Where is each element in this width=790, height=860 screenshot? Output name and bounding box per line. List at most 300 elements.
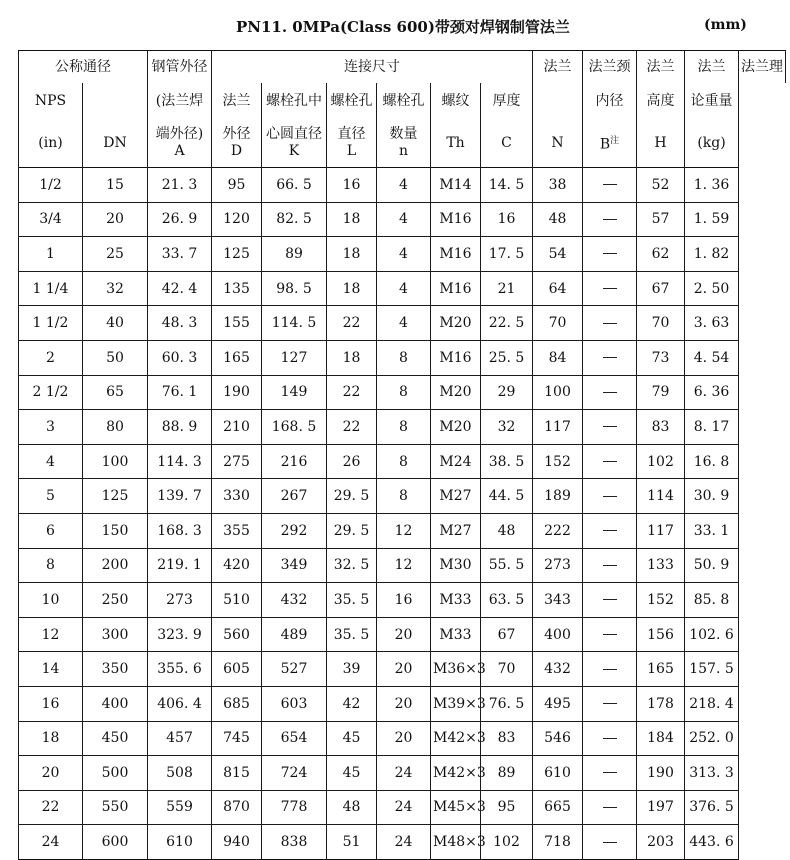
cell-neck: 84 xyxy=(533,340,583,375)
cell-pipe-od: 48. 3 xyxy=(148,306,212,341)
header-thickness-sym: C xyxy=(481,119,533,168)
cell-pipe-od: 21. 3 xyxy=(148,168,212,203)
header-bore-sym: B xyxy=(599,136,611,153)
header-pipe-od-cell xyxy=(148,119,212,168)
cell-bolt-circle: 82. 5 xyxy=(262,202,327,237)
cell-bore xyxy=(583,790,637,825)
dash-mark xyxy=(603,807,617,808)
cell-thread: M45×3 xyxy=(431,790,481,825)
cell-pipe-od: 273 xyxy=(148,583,212,618)
cell-neck: 546 xyxy=(533,721,583,756)
cell-height: 117 xyxy=(637,513,685,548)
header-bolt-qty-cell xyxy=(377,119,431,168)
cell-flange-od: 330 xyxy=(212,479,262,514)
cell-pipe-od: 60. 3 xyxy=(148,340,212,375)
cell-bolt-hole: 16 xyxy=(327,168,377,203)
cell-height: 152 xyxy=(637,583,685,618)
cell-nps: 1 xyxy=(19,237,83,272)
cell-thread: M42×3 xyxy=(431,756,481,791)
cell-height: 165 xyxy=(637,652,685,687)
cell-weight: 443. 6 xyxy=(685,825,739,860)
cell-dn: 40 xyxy=(83,306,148,341)
cell-bolt-qty: 20 xyxy=(377,721,431,756)
cell-bolt-qty: 4 xyxy=(377,271,431,306)
cell-bolt-circle: 168. 5 xyxy=(262,410,327,445)
cell-thickness: 48 xyxy=(481,513,533,548)
cell-weight: 102. 6 xyxy=(685,617,739,652)
cell-bolt-hole: 18 xyxy=(327,237,377,272)
cell-dn: 65 xyxy=(83,375,148,410)
cell-pipe-od: 114. 3 xyxy=(148,444,212,479)
dash-mark xyxy=(603,288,617,289)
cell-height: 57 xyxy=(637,202,685,237)
cell-weight: 2. 50 xyxy=(685,271,739,306)
cell-bore xyxy=(583,271,637,306)
cell-pipe-od: 42. 4 xyxy=(148,271,212,306)
cell-bore xyxy=(583,756,637,791)
cell-neck: 400 xyxy=(533,617,583,652)
cell-bolt-qty: 4 xyxy=(377,237,431,272)
cell-bolt-circle: 489 xyxy=(262,617,327,652)
header-bolt-circle-cell xyxy=(262,119,327,168)
cell-neck: 432 xyxy=(533,652,583,687)
cell-bolt-circle: 149 xyxy=(262,375,327,410)
header-dn-blank xyxy=(83,83,148,119)
header-flange-od-sym: D xyxy=(230,143,243,159)
cell-flange-od: 815 xyxy=(212,756,262,791)
cell-dn: 200 xyxy=(83,548,148,583)
cell-dn: 25 xyxy=(83,237,148,272)
cell-bore xyxy=(583,340,637,375)
cell-height: 62 xyxy=(637,237,685,272)
cell-bolt-qty: 12 xyxy=(377,513,431,548)
cell-dn: 32 xyxy=(83,271,148,306)
header-height-sym: H xyxy=(637,119,685,168)
table-row xyxy=(19,444,786,479)
cell-bolt-qty: 4 xyxy=(377,168,431,203)
cell-dn: 20 xyxy=(83,202,148,237)
header-neck-1: 法兰颈 xyxy=(583,51,637,84)
cell-flange-od: 155 xyxy=(212,306,262,341)
cell-bolt-hole: 45 xyxy=(327,756,377,791)
table-row xyxy=(19,271,786,306)
cell-bore xyxy=(583,686,637,721)
header-bolt-hole-2: 直径 xyxy=(337,126,366,142)
cell-bolt-qty: 24 xyxy=(377,790,431,825)
header-height-2: 高度 xyxy=(637,83,685,119)
cell-bolt-hole: 35. 5 xyxy=(327,583,377,618)
title-row xyxy=(0,10,790,40)
header-pipe-od-sym: A xyxy=(174,143,185,159)
cell-pipe-od: 355. 6 xyxy=(148,652,212,687)
cell-height: 70 xyxy=(637,306,685,341)
cell-bolt-hole: 18 xyxy=(327,271,377,306)
header-bolt-qty-2: 数量 xyxy=(389,126,418,142)
cell-weight: 1. 36 xyxy=(685,168,739,203)
cell-bore xyxy=(583,825,637,860)
cell-bolt-qty: 8 xyxy=(377,479,431,514)
table-row xyxy=(19,340,786,375)
header-bolt-circle-2: 心圆直径 xyxy=(266,126,322,142)
header-nominal: 公称通径 xyxy=(19,51,148,84)
cell-bolt-qty: 16 xyxy=(377,583,431,618)
cell-height: 83 xyxy=(637,410,685,445)
cell-nps: 6 xyxy=(19,513,83,548)
cell-thread: M48×3 xyxy=(431,825,481,860)
header-weight-2: 论重量 xyxy=(685,83,739,119)
table-row xyxy=(19,617,786,652)
dash-mark xyxy=(603,323,617,324)
cell-nps: 3/4 xyxy=(19,202,83,237)
cell-bolt-qty: 20 xyxy=(377,686,431,721)
cell-thread: M27 xyxy=(431,513,481,548)
cell-bore xyxy=(583,583,637,618)
header-bolt-circle-sym: K xyxy=(288,143,300,159)
cell-bolt-qty: 24 xyxy=(377,825,431,860)
cell-dn: 350 xyxy=(83,652,148,687)
cell-neck: 189 xyxy=(533,479,583,514)
cell-bolt-circle: 114. 5 xyxy=(262,306,327,341)
cell-bolt-hole: 32. 5 xyxy=(327,548,377,583)
dash-mark xyxy=(603,530,617,531)
cell-height: 184 xyxy=(637,721,685,756)
cell-height: 178 xyxy=(637,686,685,721)
cell-pipe-od: 559 xyxy=(148,790,212,825)
header-bore-1: 法兰 xyxy=(637,51,685,84)
cell-bolt-qty: 12 xyxy=(377,548,431,583)
cell-weight: 8. 17 xyxy=(685,410,739,445)
table-row xyxy=(19,306,786,341)
cell-flange-od: 135 xyxy=(212,271,262,306)
header-neck-blank xyxy=(533,83,583,119)
cell-thickness: 29 xyxy=(481,375,533,410)
table-row xyxy=(19,410,786,445)
cell-bolt-qty: 8 xyxy=(377,375,431,410)
cell-weight: 3. 63 xyxy=(685,306,739,341)
cell-neck: 152 xyxy=(533,444,583,479)
cell-bolt-hole: 39 xyxy=(327,652,377,687)
cell-bolt-qty: 24 xyxy=(377,756,431,791)
cell-nps: 14 xyxy=(19,652,83,687)
cell-pipe-od: 610 xyxy=(148,825,212,860)
table-row xyxy=(19,548,786,583)
cell-dn: 600 xyxy=(83,825,148,860)
cell-thickness: 70 xyxy=(481,652,533,687)
cell-bolt-hole: 18 xyxy=(327,202,377,237)
cell-weight: 1. 82 xyxy=(685,237,739,272)
cell-bolt-hole: 29. 5 xyxy=(327,479,377,514)
dash-mark xyxy=(603,703,617,704)
table-row xyxy=(19,756,786,791)
cell-weight: 252. 0 xyxy=(685,721,739,756)
cell-thread: M30 xyxy=(431,548,481,583)
cell-nps: 24 xyxy=(19,825,83,860)
cell-bore xyxy=(583,652,637,687)
table-body xyxy=(19,168,786,860)
cell-thread: M27 xyxy=(431,479,481,514)
dash-mark xyxy=(603,219,617,220)
cell-thickness: 38. 5 xyxy=(481,444,533,479)
table-row xyxy=(19,721,786,756)
cell-neck: 222 xyxy=(533,513,583,548)
cell-neck: 273 xyxy=(533,548,583,583)
dash-mark xyxy=(603,426,617,427)
cell-thickness: 16 xyxy=(481,202,533,237)
cell-flange-od: 355 xyxy=(212,513,262,548)
cell-bore xyxy=(583,237,637,272)
table-title: PN11. 0MPa(Class 600)带颈对焊钢制管法兰 xyxy=(236,18,570,36)
cell-nps: 3 xyxy=(19,410,83,445)
header-flange-od-2: 外径 xyxy=(222,126,251,142)
cell-nps: 2 xyxy=(19,340,83,375)
cell-pipe-od: 88. 9 xyxy=(148,410,212,445)
cell-nps: 2 1/2 xyxy=(19,375,83,410)
table-row xyxy=(19,825,786,860)
table-row xyxy=(19,686,786,721)
cell-dn: 450 xyxy=(83,721,148,756)
dash-mark xyxy=(603,772,617,773)
cell-bolt-circle: 778 xyxy=(262,790,327,825)
cell-dn: 125 xyxy=(83,479,148,514)
cell-pipe-od: 457 xyxy=(148,721,212,756)
cell-thread: M39×3 xyxy=(431,686,481,721)
header-connection: 连接尺寸 xyxy=(212,51,533,84)
cell-flange-od: 685 xyxy=(212,686,262,721)
cell-nps: 5 xyxy=(19,479,83,514)
cell-bolt-circle: 127 xyxy=(262,340,327,375)
cell-neck: 495 xyxy=(533,686,583,721)
cell-weight: 218. 4 xyxy=(685,686,739,721)
header-thread: 螺纹 xyxy=(431,83,481,119)
cell-height: 79 xyxy=(637,375,685,410)
cell-thickness: 67 xyxy=(481,617,533,652)
cell-dn: 300 xyxy=(83,617,148,652)
cell-thread: M16 xyxy=(431,340,481,375)
cell-thickness: 32 xyxy=(481,410,533,445)
table-row xyxy=(19,202,786,237)
cell-thread: M36×3 xyxy=(431,652,481,687)
cell-thickness: 44. 5 xyxy=(481,479,533,514)
cell-thread: M16 xyxy=(431,237,481,272)
cell-bore xyxy=(583,721,637,756)
dash-mark xyxy=(603,253,617,254)
header-weight-sym: (kg) xyxy=(685,119,739,168)
cell-bolt-hole: 35. 5 xyxy=(327,617,377,652)
header-bolt-hole-cell xyxy=(327,119,377,168)
cell-thread: M33 xyxy=(431,583,481,618)
cell-pipe-od: 508 xyxy=(148,756,212,791)
cell-bolt-circle: 292 xyxy=(262,513,327,548)
cell-bolt-circle: 89 xyxy=(262,237,327,272)
cell-thickness: 17. 5 xyxy=(481,237,533,272)
cell-flange-od: 870 xyxy=(212,790,262,825)
cell-flange-od: 745 xyxy=(212,721,262,756)
cell-thickness: 55. 5 xyxy=(481,548,533,583)
header-flange-od-cell xyxy=(212,119,262,168)
cell-pipe-od: 33. 7 xyxy=(148,237,212,272)
cell-thread: M14 xyxy=(431,168,481,203)
cell-thickness: 22. 5 xyxy=(481,306,533,341)
cell-flange-od: 165 xyxy=(212,340,262,375)
cell-thickness: 21 xyxy=(481,271,533,306)
cell-bolt-circle: 838 xyxy=(262,825,327,860)
cell-thread: M16 xyxy=(431,202,481,237)
cell-dn: 100 xyxy=(83,444,148,479)
cell-bolt-qty: 4 xyxy=(377,202,431,237)
cell-pipe-od: 323. 9 xyxy=(148,617,212,652)
cell-nps: 16 xyxy=(19,686,83,721)
cell-bore xyxy=(583,548,637,583)
header-bolt-circle-1: 螺栓孔中 xyxy=(262,83,327,119)
cell-bolt-qty: 8 xyxy=(377,444,431,479)
cell-flange-od: 560 xyxy=(212,617,262,652)
cell-flange-od: 125 xyxy=(212,237,262,272)
cell-thread: M42×3 xyxy=(431,721,481,756)
cell-neck: 54 xyxy=(533,237,583,272)
cell-height: 190 xyxy=(637,756,685,791)
cell-bolt-hole: 22 xyxy=(327,410,377,445)
dash-mark xyxy=(603,634,617,635)
cell-nps: 10 xyxy=(19,583,83,618)
cell-bore xyxy=(583,168,637,203)
header-bore-note: 注 xyxy=(610,135,620,146)
unit-label: (mm) xyxy=(704,17,747,33)
table-row xyxy=(19,375,786,410)
cell-thickness: 102 xyxy=(481,825,533,860)
cell-thread: M16 xyxy=(431,271,481,306)
header-bore-cell xyxy=(583,119,637,168)
header-dn-sym: DN xyxy=(83,119,148,168)
cell-nps: 18 xyxy=(19,721,83,756)
cell-thickness: 25. 5 xyxy=(481,340,533,375)
cell-thickness: 95 xyxy=(481,790,533,825)
cell-weight: 157. 5 xyxy=(685,652,739,687)
cell-neck: 343 xyxy=(533,583,583,618)
table-row xyxy=(19,237,786,272)
cell-flange-od: 120 xyxy=(212,202,262,237)
cell-bore xyxy=(583,375,637,410)
cell-bolt-qty: 8 xyxy=(377,410,431,445)
cell-bolt-qty: 4 xyxy=(377,306,431,341)
table-row xyxy=(19,790,786,825)
cell-bolt-circle: 98. 5 xyxy=(262,271,327,306)
cell-thread: M20 xyxy=(431,306,481,341)
cell-height: 197 xyxy=(637,790,685,825)
cell-bolt-circle: 527 xyxy=(262,652,327,687)
cell-bolt-circle: 603 xyxy=(262,686,327,721)
cell-pipe-od: 406. 4 xyxy=(148,686,212,721)
cell-weight: 6. 36 xyxy=(685,375,739,410)
table-row xyxy=(19,583,786,618)
cell-flange-od: 95 xyxy=(212,168,262,203)
cell-neck: 38 xyxy=(533,168,583,203)
cell-nps: 12 xyxy=(19,617,83,652)
dash-mark xyxy=(603,599,617,600)
cell-bolt-hole: 26 xyxy=(327,444,377,479)
header-bolt-qty-1: 螺栓孔 xyxy=(377,83,431,119)
header-bolt-hole-1: 螺栓孔 xyxy=(327,83,377,119)
cell-bolt-circle: 66. 5 xyxy=(262,168,327,203)
cell-bolt-hole: 51 xyxy=(327,825,377,860)
cell-thickness: 89 xyxy=(481,756,533,791)
header-weight-1: 法兰理 xyxy=(739,51,786,84)
cell-bolt-hole: 18 xyxy=(327,340,377,375)
cell-pipe-od: 76. 1 xyxy=(148,375,212,410)
cell-flange-od: 420 xyxy=(212,548,262,583)
cell-dn: 250 xyxy=(83,583,148,618)
cell-bolt-circle: 724 xyxy=(262,756,327,791)
cell-weight: 33. 1 xyxy=(685,513,739,548)
cell-height: 102 xyxy=(637,444,685,479)
cell-thickness: 83 xyxy=(481,721,533,756)
cell-thickness: 14. 5 xyxy=(481,168,533,203)
cell-height: 67 xyxy=(637,271,685,306)
cell-bolt-hole: 48 xyxy=(327,790,377,825)
header-flange-od-1: 法兰 xyxy=(212,83,262,119)
cell-flange-od: 190 xyxy=(212,375,262,410)
cell-height: 203 xyxy=(637,825,685,860)
dash-mark xyxy=(603,738,617,739)
flange-dimension-table xyxy=(18,50,786,860)
header-nps-sym: (in) xyxy=(19,119,83,168)
table-row xyxy=(19,513,786,548)
cell-neck: 48 xyxy=(533,202,583,237)
table-row xyxy=(19,652,786,687)
cell-nps: 1 1/4 xyxy=(19,271,83,306)
cell-bolt-qty: 8 xyxy=(377,340,431,375)
dash-mark xyxy=(603,496,617,497)
dash-mark xyxy=(603,842,617,843)
cell-pipe-od: 219. 1 xyxy=(148,548,212,583)
cell-nps: 8 xyxy=(19,548,83,583)
cell-thread: M24 xyxy=(431,444,481,479)
cell-weight: 376. 5 xyxy=(685,790,739,825)
cell-neck: 64 xyxy=(533,271,583,306)
cell-flange-od: 605 xyxy=(212,652,262,687)
cell-bolt-hole: 42 xyxy=(327,686,377,721)
dash-mark xyxy=(603,565,617,566)
cell-pipe-od: 26. 9 xyxy=(148,202,212,237)
cell-nps: 1 1/2 xyxy=(19,306,83,341)
cell-bore xyxy=(583,444,637,479)
dash-mark xyxy=(603,669,617,670)
header-pipe-od-sub1: (法兰焊 xyxy=(148,83,212,119)
header-height-1: 法兰 xyxy=(685,51,739,84)
cell-bolt-qty: 20 xyxy=(377,617,431,652)
cell-dn: 50 xyxy=(83,340,148,375)
cell-nps: 1/2 xyxy=(19,168,83,203)
cell-bore xyxy=(583,617,637,652)
cell-thread: M20 xyxy=(431,410,481,445)
cell-neck: 70 xyxy=(533,306,583,341)
header-bolt-qty-sym: n xyxy=(398,143,409,159)
cell-bore xyxy=(583,513,637,548)
cell-bolt-qty: 20 xyxy=(377,652,431,687)
cell-dn: 550 xyxy=(83,790,148,825)
cell-bore xyxy=(583,306,637,341)
cell-weight: 313. 3 xyxy=(685,756,739,791)
cell-height: 156 xyxy=(637,617,685,652)
cell-neck: 665 xyxy=(533,790,583,825)
cell-weight: 85. 8 xyxy=(685,583,739,618)
cell-thickness: 76. 5 xyxy=(481,686,533,721)
cell-neck: 718 xyxy=(533,825,583,860)
header-pipe-od: 钢管外径 xyxy=(148,51,212,84)
dash-mark xyxy=(603,357,617,358)
cell-bolt-circle: 267 xyxy=(262,479,327,514)
cell-neck: 100 xyxy=(533,375,583,410)
cell-bolt-circle: 432 xyxy=(262,583,327,618)
